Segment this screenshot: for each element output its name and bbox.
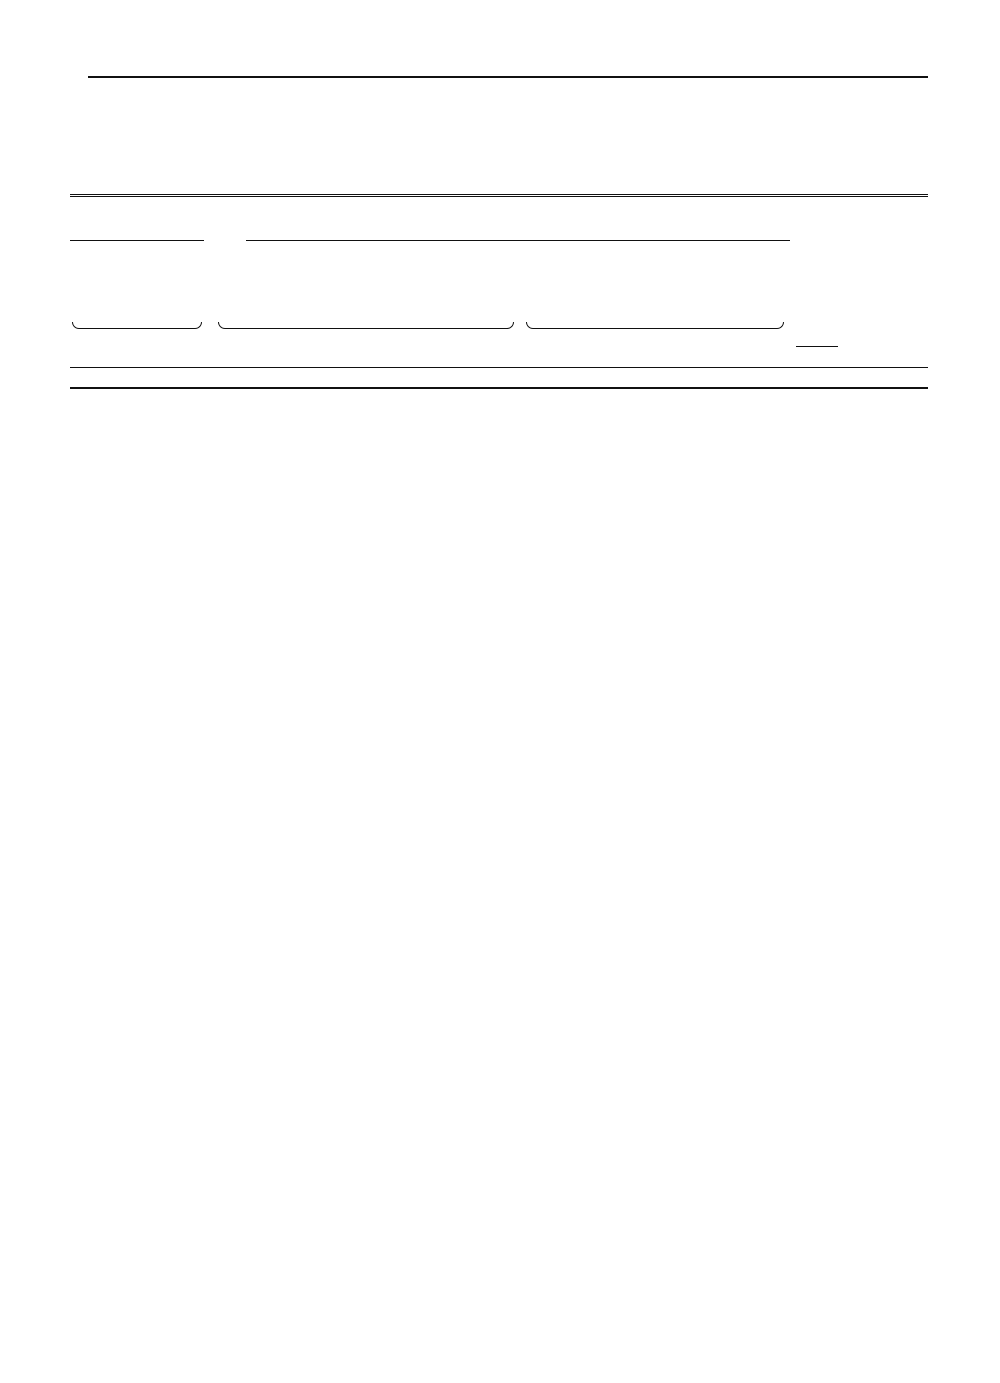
brace-bestand [526,322,784,329]
header-bottom-rule [70,367,928,368]
dfg-credit [979,1364,988,1376]
rule-group-a [70,240,204,241]
rule-bestand [518,240,790,241]
colnum-bottom-rule [70,387,928,389]
rule-abgang [246,240,518,241]
brace-abgang [218,322,514,329]
rule-jahre [796,346,838,347]
brace-group-a [72,322,202,329]
header-rule [88,76,928,78]
table-top-rule [70,194,928,197]
